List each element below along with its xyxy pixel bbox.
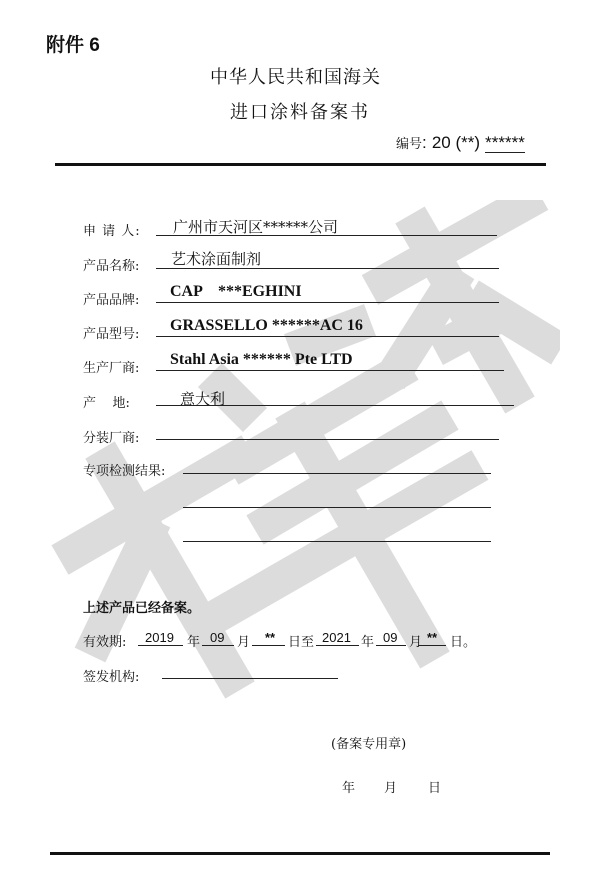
customs-authority-title: 中华人民共和国海关 — [210, 67, 381, 88]
origin-underline — [156, 405, 514, 406]
validity-from-day: ** — [265, 630, 276, 645]
to-day-underline — [418, 645, 446, 646]
test-result-line-1 — [183, 473, 491, 474]
repack-label: 分装厂商: — [83, 431, 140, 446]
record-number-value: ****** — [485, 133, 525, 152]
model-underline — [156, 336, 499, 337]
month-char-1: 月 — [237, 635, 251, 650]
record-number-colon: : — [422, 133, 427, 152]
validity-from-month: 09 — [210, 630, 225, 645]
from-day-underline — [252, 645, 285, 646]
record-number-prefix: 20 (**) — [431, 133, 481, 152]
document-title: 进口涂料备案书 — [230, 102, 370, 123]
year-char-1: 年 — [187, 635, 201, 650]
seal-note: (备案专用章) — [331, 737, 407, 752]
day-to-char: 日至 — [288, 635, 315, 650]
annex-label: 附件 6 — [46, 35, 100, 56]
manufacturer-label: 生产厂商: — [83, 361, 140, 376]
issuer-label: 签发机构: — [83, 670, 140, 685]
origin-value: 意大利 — [180, 390, 226, 408]
footer-rule — [50, 852, 550, 855]
record-number-label: 编号 — [396, 137, 423, 152]
from-year-underline — [138, 645, 183, 646]
brand-label: 产品品牌: — [83, 293, 140, 308]
brand-underline — [156, 302, 499, 303]
model-value: GRASSELLO ******AC 16 — [170, 317, 363, 334]
test-result-line-3 — [183, 541, 491, 542]
header-rule — [55, 163, 546, 166]
product-name-value: 艺术涂面制剂 — [171, 250, 262, 268]
issuer-underline — [162, 678, 338, 679]
origin-label: 产 地: — [83, 396, 130, 411]
validity-to-year: 2021 — [322, 630, 351, 645]
manufacturer-value: Stahl Asia ****** Pte LTD — [170, 351, 353, 368]
day-end-char: 日。 — [450, 635, 477, 650]
test-result-line-2 — [183, 507, 491, 508]
filed-statement: 上述产品已经备案。 — [83, 601, 201, 616]
applicant-value: 广州市天河区******公司 — [173, 218, 339, 236]
validity-to-month: 09 — [383, 630, 398, 645]
applicant-underline — [156, 235, 497, 236]
model-label: 产品型号: — [83, 327, 140, 342]
record-number — [396, 133, 525, 153]
date-year-char: 年 — [342, 781, 356, 796]
validity-from-year: 2019 — [145, 630, 174, 645]
to-month-underline — [376, 645, 406, 646]
to-year-underline — [316, 645, 359, 646]
validity-to-day: ** — [427, 630, 438, 645]
brand-value: CAP ***EGHINI — [170, 283, 302, 300]
product-name-label: 产品名称: — [83, 259, 140, 274]
test-result-label: 专项检测结果: — [83, 464, 166, 479]
product-name-underline — [156, 268, 499, 269]
applicant-label: 申 请 人: — [83, 224, 141, 239]
year-char-2: 年 — [361, 635, 375, 650]
repack-underline — [156, 439, 499, 440]
date-month-char: 月 — [384, 781, 398, 796]
date-day-char: 日 — [428, 781, 442, 796]
month-char-2: 月 — [409, 635, 423, 650]
manufacturer-underline — [156, 370, 504, 371]
validity-label: 有效期: — [83, 635, 127, 650]
from-month-underline — [202, 645, 234, 646]
